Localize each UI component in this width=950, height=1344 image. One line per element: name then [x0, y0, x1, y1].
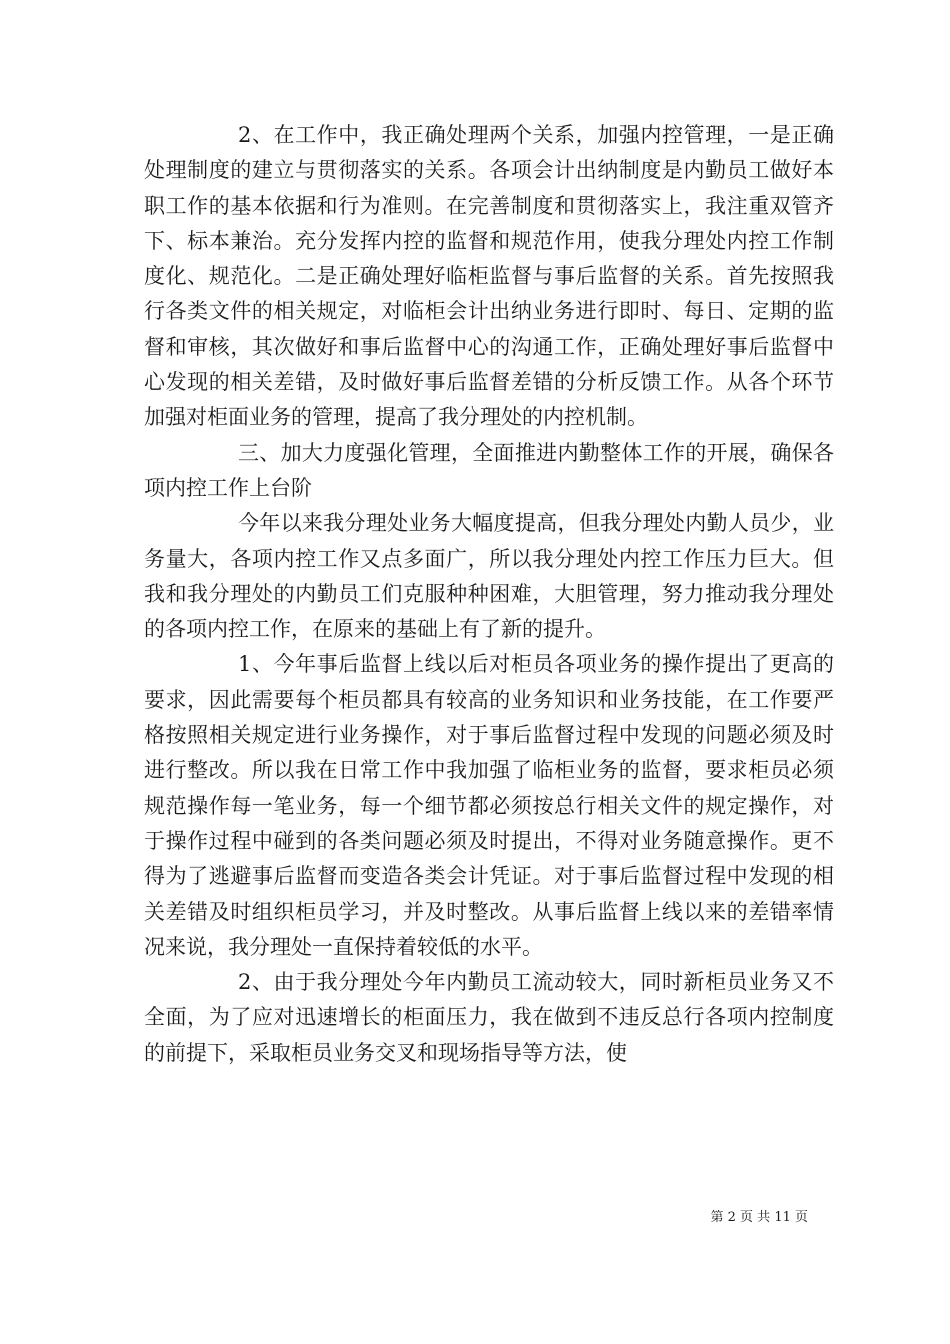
paragraph-post-supervision: 1、今年事后监督上线以后对柜员各项业务的操作提出了更高的要求，因此需要每个柜员都具有较高的业务知识和业务技能，在工作要严格按照相关规定进行业务操作，对于事后监督过程中发现的问题必须及时进行整改。所以我在日常工作中我加强了临柜业务的监督，要求柜员必须规范操作每一笔业务，每一个细节都必须按总行相关文件的规定操作，对于操作过程中碰到的各类问题必须及时提出，不得对业务随意操作。更不得为了逃避事后监督而变造各类会计凭证。对于事后监督过程中发现的相关差错及时组织柜员学习，并及时整改。从事后监督上线以来的差错率情况来说，我分理处一直保持着较低的水平。	[144, 652, 834, 959]
page-number: 第 2 页 共 11 页	[710, 1210, 808, 1225]
paragraph-staff-rotation: 2、由于我分理处今年内勤员工流动较大，同时新柜员业务又不全面，为了应对迅速增长的柜面压力，我在做到不违反总行各项内控制度的前提下，采取柜员业务交叉和现场指导等方法，使	[144, 970, 834, 1065]
paragraph-internal-control-relations: 2、在工作中，我正确处理两个关系，加强内控管理，一是正确处理制度的建立与贯彻落实的关系。各项会计出纳制度是内勤员工做好本职工作的基本依据和行为准则。在完善制度和贯彻落实上，我注重双管齐下、标本兼治。充分发挥内控的监督和规范作用，使我分理处内控工作制度化、规范化。二是正确处理好临柜监督与事后监督的关系。首先按照我行各类文件的相关规定，对临柜会计出纳业务进行即时、每日、定期的监督和审核，其次做好和事后监督中心的沟通工作，正确处理好事后监督中心发现的相关差错，及时做好事后监督差错的分析反馈工作。从各个环节加强对柜面业务的管理，提高了我分理处的内控机制。	[144, 123, 834, 430]
document-body	[144, 118, 834, 1071]
section-heading-three: 三、加大力度强化管理，全面推进内勤整体工作的开展，确保各项内控工作上台阶	[144, 440, 834, 500]
paragraph-business-growth: 今年以来我分理处业务大幅度提高，但我分理处内勤人员少，业务量大，各项内控工作又点多面广，所以我分理处内控工作压力巨大。但我和我分理处的内勤员工们克服种种困难，大胆管理，努力推动我分理处的各项内控工作，在原来的基础上有了新的提升。	[144, 511, 834, 642]
